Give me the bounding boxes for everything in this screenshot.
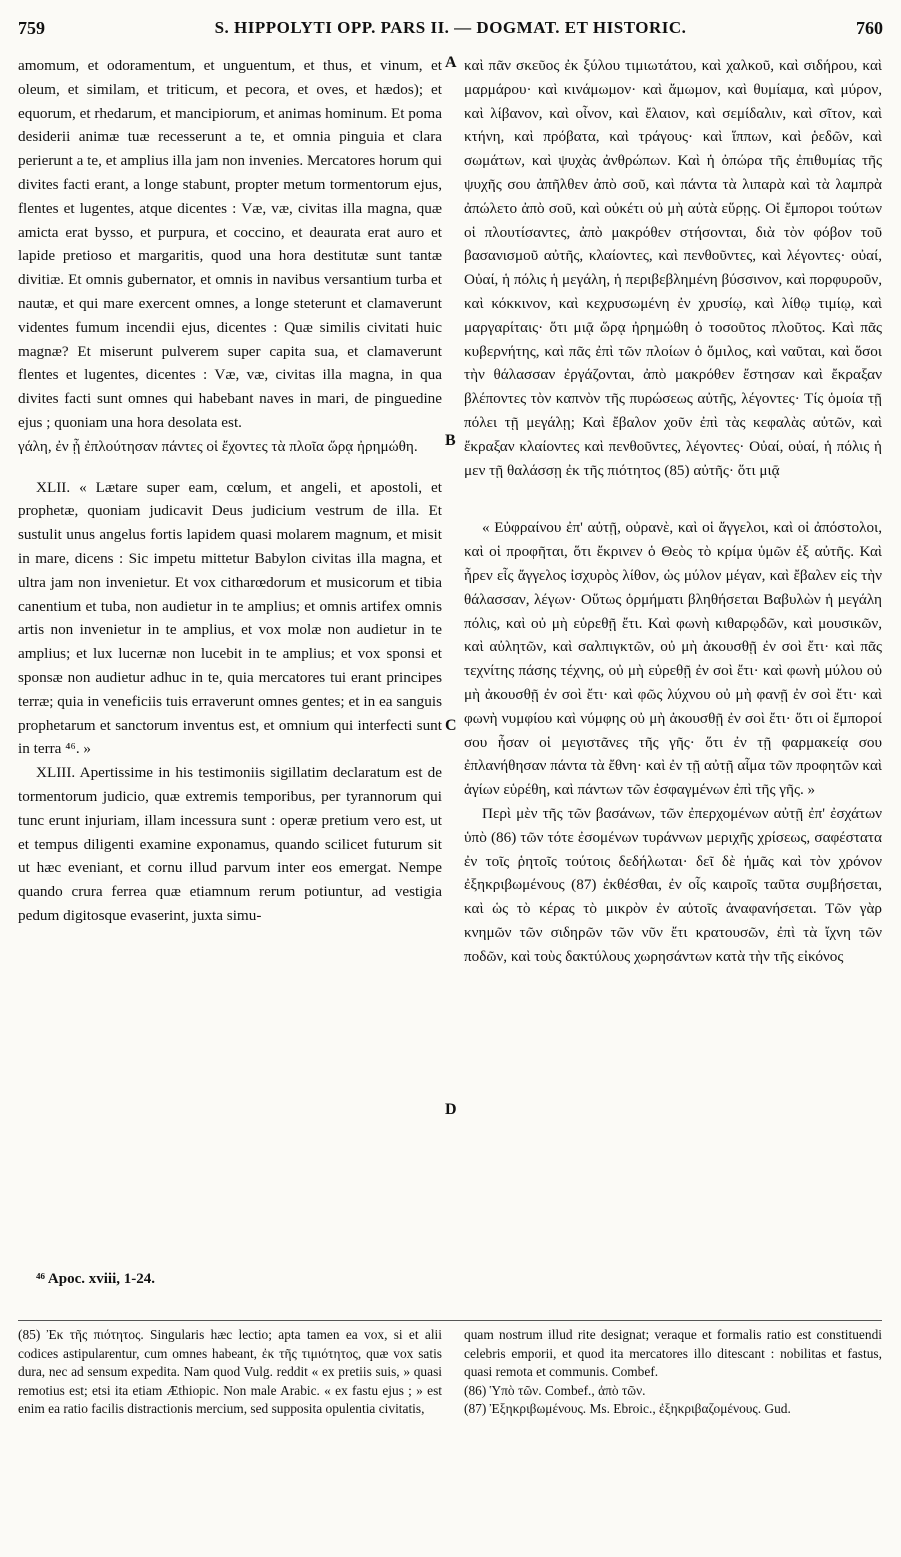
notes-left-column — [18, 1326, 442, 1419]
running-title: S. HIPPOLYTI OPP. PARS II. — DOGMAT. ET HISTORIC. — [214, 18, 687, 37]
margin-letter-b: B — [445, 432, 456, 449]
greek-spill-line: γάλη, ἐν ᾗ ἐπλούτησαν πάντες οἱ ἔχοντες τὰ πλοῖα ὥρᾳ ἠρημώθη. — [18, 437, 418, 455]
note-87: (87) Ἐξηκριβωμένους. Ms. Ebroic., ἐξηκριβαζομένους. Gud. — [464, 1401, 791, 1417]
note-86: (86) Ὑπὸ τῶν. Combef., ἀπὸ τῶν. — [464, 1382, 646, 1398]
latin-column — [18, 54, 442, 928]
latin-paragraph-xlii: XLII. « Lætare super eam, cœlum, et angeli, et apostoli, et prophetæ, quoniam judicavit Deus judicium vestrum de illa. Et sustulit unus angelus fortis lapidem quasi molarem magnum, et misit in mare, dicens : Sic impetu mittetur Babylon civitas illa magna, et ultra jam non invenietur. Et vox citharœdorum et musicorum et tibia canentium et tuba, non audietur in te amplius; et omnis artifex omnis artis non invenietur in te amplius, et vox molæ non audietur in te amplius; et lux lucernæ non lucebit in te amplius; et vox sponsi et sponsæ non audietur adhuc in te, quia mercatores tui erant principes terræ; quia in veneficiis tuis erraverunt omnes gentes; et in ea sanguis prophetarum et sanctorum inventus est, et omnium qui interfecti sunt in terra ⁴⁶. » — [18, 478, 442, 758]
greek-column — [464, 54, 882, 968]
greek-paragraph-3: Περὶ μὲν τῆς τῶν βασάνων, τῶν ἐπερχομένων αὐτῇ ἐπ' ἐσχάτων ὑπὸ (86) τῶν τότε ἐσομένων τυράννων μεριχῆς χρίσεως, σαφέστατα ἐν τοῖς ῥητοῖς τούτοις δεδήλωται· δεῖ δὲ ἡμᾶς καὶ τὸν χρόνον ἐξηκριβωμένους (87) ἐκθέσθαι, ἐν οἷς καιροῖς ταῦτα συμβήσεται, καὶ ὡς τὸ κέρας τὸ μικρὸν ἐν αὐτοῖς ἀναφανήσεται. Τῶν γὰρ κνημῶν τῶν σιδηρῶν τῶν νῦν ἔτι κρατουσῶν, ἐπὶ τὰ ἴχνη τῶν ποδῶν, καὶ τοὺς δακτύλους χωρησάντων κατὰ τὴν τῆς εἰκόνος — [464, 804, 882, 965]
greek-paragraph-1: καὶ πᾶν σκεῦος ἐκ ξύλου τιμιωτάτου, καὶ χαλκοῦ, καὶ σιδήρου, καὶ μαρμάρου· καὶ κινάμωμον· καὶ ἄμωμον, καὶ θυμίαμα, καὶ μύρον, καὶ λίβανον, καὶ οἶνον, καὶ ἔλαιον, καὶ σεμίδαλιν, καὶ σῖτον, καὶ κτήνη, καὶ πρόβατα, καὶ τράγους· καὶ ἵππων, καὶ ῥεδῶν, καὶ σωμάτων, καὶ ψυχὰς ἀνθρώπων. Καὶ ἡ ὀπώρα τῆς ἐπιθυμίας τῆς ψυχῆς σου ἀπῆλθεν ἀπὸ σοῦ, καὶ πάντα τὰ λιπαρὰ καὶ τὰ λαμπρὰ ἀπώλετο ἀπὸ σοῦ, καὶ οὐκέτι οὐ μὴ αὐτὰ εὕρῃς. Οἱ ἔμποροι τούτων οἱ πλουτίσαντες, ἀπὸ μακρόθεν στήσονται, διὰ τὸν φόβον τοῦ βασανισμοῦ αὐτῆς, κλαίοντες, καὶ πενθοῦντες, καὶ λέγοντες· οὐαί, Οὐαί, ἡ πόλις ἡ μεγάλη, ἡ περιβεβλημένη βύσσινον, καὶ πορφυροῦν, καὶ κόκκινον, καὶ κεχρυσωμένη ἐν χρυσίῳ, καὶ λίθῳ τιμίῳ, καὶ μαργαρίταις· ὅτι μιᾷ ὥρᾳ ἠρημώθη ὁ τοσοῦτος πλοῦτος. Καὶ πᾶς κυβερνήτης, καὶ πᾶς ἐπὶ τῶν πλοίων ὁ ὅμιλος, καὶ ναῦται, καὶ ὅσοι τὴν θάλασσαν ἐργάζονται, ἀπὸ μακρόθεν ἔστησαν καὶ ἔκραξαν βλέποντες τὸν καπνὸν τῆς πυρώσεως αὐτῆς, λέγοντες· Τίς ὁμοία τῇ πόλει τῇ μεγάλῃ; Καὶ ἔβαλον χοῦν ἐπὶ τὰς κεφαλὰς αὐτῶν, καὶ ἔκραξαν κλαίοντες καὶ πενθοῦντες, λέγοντες· Οὐαί, οὐαί, ἡ πόλις ἡ μεν τῇ θαλάσσῃ ἐκ τῆς πιότητος (85) αὐτῆς· ὅτι μιᾷ — [464, 57, 882, 479]
margin-letter-c: C — [445, 717, 457, 734]
latin-paragraph-xliii: XLIII. Apertissime in his testimoniis sigillatim declaratum est de tormentorum judicio, quæ extremis temporibus, per tyrannorum qui tunc erunt injuriam, illam incessura sunt : operæ pretium vero est, ut et tempus diligenti examine exponamus, quando scilicet futurum sit ut hæc eveniant, et cornu illud parvum inter eos emergat. Nempe quando crura ferrea quæ etiamnum rerum potiuntur, ad vestigia pedum digitosque evaserint, juxta simu- — [18, 764, 442, 924]
margin-letter-d: D — [445, 1101, 457, 1118]
scripture-reference-footnote: ⁴⁶ Apoc. xviii, 1-24. — [36, 1271, 155, 1287]
notes-right-column — [464, 1326, 882, 1419]
greek-paragraph-2: « Εὐφραίνου ἐπ' αὐτῇ, οὐρανὲ, καὶ οἱ ἄγγελοι, καὶ οἱ ἀπόστολοι, καὶ οἱ προφῆται, ὅτι ἔκρινεν ὁ Θεὸς τὸ κρίμα ὑμῶν ἐξ αὐτῆς. Καὶ ἦρεν εἷς ἄγγελος ἰσχυρὸς λίθον, ὡς μύλον μέγαν, καὶ ἔβαλεν εἰς τὴν θάλασσαν, λέγων· Οὕτως ὁρμήματι βληθήσεται Βαβυλὼν ἡ μεγάλη πόλις, καὶ οὐ μὴ εὑρεθῇ ἔτι. Καὶ φωνὴ κιθαρῳδῶν, καὶ μουσικῶν, καὶ αὐλητῶν, καὶ σαλπιγκτῶν, οὐ μὴ ἀκουσθῇ ἐν σοὶ ἔτι· καὶ πᾶς τεχνίτης πάσης τέχνης, οὐ μὴ εὑρεθῇ ἐν σοὶ ἔτι· καὶ φωνὴ μύλου οὐ μὴ ἀκουσθῇ ἐν σοὶ ἔτι· καὶ φῶς λύχνου οὐ μὴ φανῇ ἐν σοὶ ἔτι· καὶ φωνὴ νυμφίου καὶ νύμφης οὐ μὴ ἀκουσθῇ ἐν σοὶ ἔτι· ὅτι οἱ ἔμποροί σου ἦσαν οἱ μεγιστᾶνες τῆς γῆς· ὅτι ἐν τῇ φαρμακείᾳ σου ἐπλανήθησαν πάντα τὰ ἔθνη· καὶ ἐν τῇ αὐτῇ αἷμα τῶν προφητῶν καὶ ἁγίων εὑρέθη, καὶ πάντων τῶν ἐσφαγμένων ἐπὶ τῆς γῆς. » — [464, 519, 882, 799]
latin-paragraph-1: amomum, et odoramentum, et unguentum, et thus, et vinum, et oleum, et similam, et triticum, et pecora, et oves, et hædos); et equorum, et rhedarum, et mancipiorum, et animas hominum. Et poma desiderii animæ tuæ recesserunt a te, et omnia pinguia et clara perierunt a te, et amplius illa jam non invenies. Mercatores horum qui divites facti erant, a longe stabunt, propter metum tormentorum ejus, flentes et lugentes, atque dicentes : Væ, væ, civitas illa magna, quæ amicta erat bysso, et purpura, et coccino, et deaurata erat auro et lapide pretioso et margaritis, quod una hora destitutæ sunt tantæ divitiæ. Et omnis gubernator, et omnis in navibus versantium turba et nautæ, et qui mare exercent omnes, a longe steterunt et clamaverunt videntes fumum incendii ejus, dicentes : Quæ similis civitati huic magnæ? Et miserunt pulverem super capita sua, et clamaverunt flentes et lugentes, dicentes : Væ, væ, civitas illa magna, in qua divites facti sunt omnes qui habebant naves in mari, de pinguedine ejus ; quoniam una hora desolata est. — [18, 57, 442, 431]
footnote-divider — [18, 1320, 882, 1321]
margin-letter-a: A — [445, 54, 457, 71]
note-85-continued: quam nostrum illud rite designat; veraque et formalis ratio est constituendi celebris emporii, et quod ita mercatores illo ditescant : nobilitas et fastus, quasi remota et communis. Combef. — [464, 1327, 882, 1380]
page-header — [18, 18, 883, 48]
page-number-left: 759 — [18, 18, 45, 38]
note-85: (85) Ἐκ τῆς πιότητος. Singularis hæc lectio; apta tamen ea vox, si et alii codices astipularentur, cum omnes habeant, ἐκ τῆς τιμιότητος, quæ vox satis dura, nec ad sensum expedita. Nam quod Vulg. reddit « ex pretiis suis, » quasi remotius est; etsi ita etiam Æthiopic. Non male Arabic. « ex fastu ejus ; » est enim ea ratio facilis distractionis mercium, sed supposita opulentia civitatis, — [18, 1327, 442, 1417]
page-number-right: 760 — [856, 18, 883, 38]
